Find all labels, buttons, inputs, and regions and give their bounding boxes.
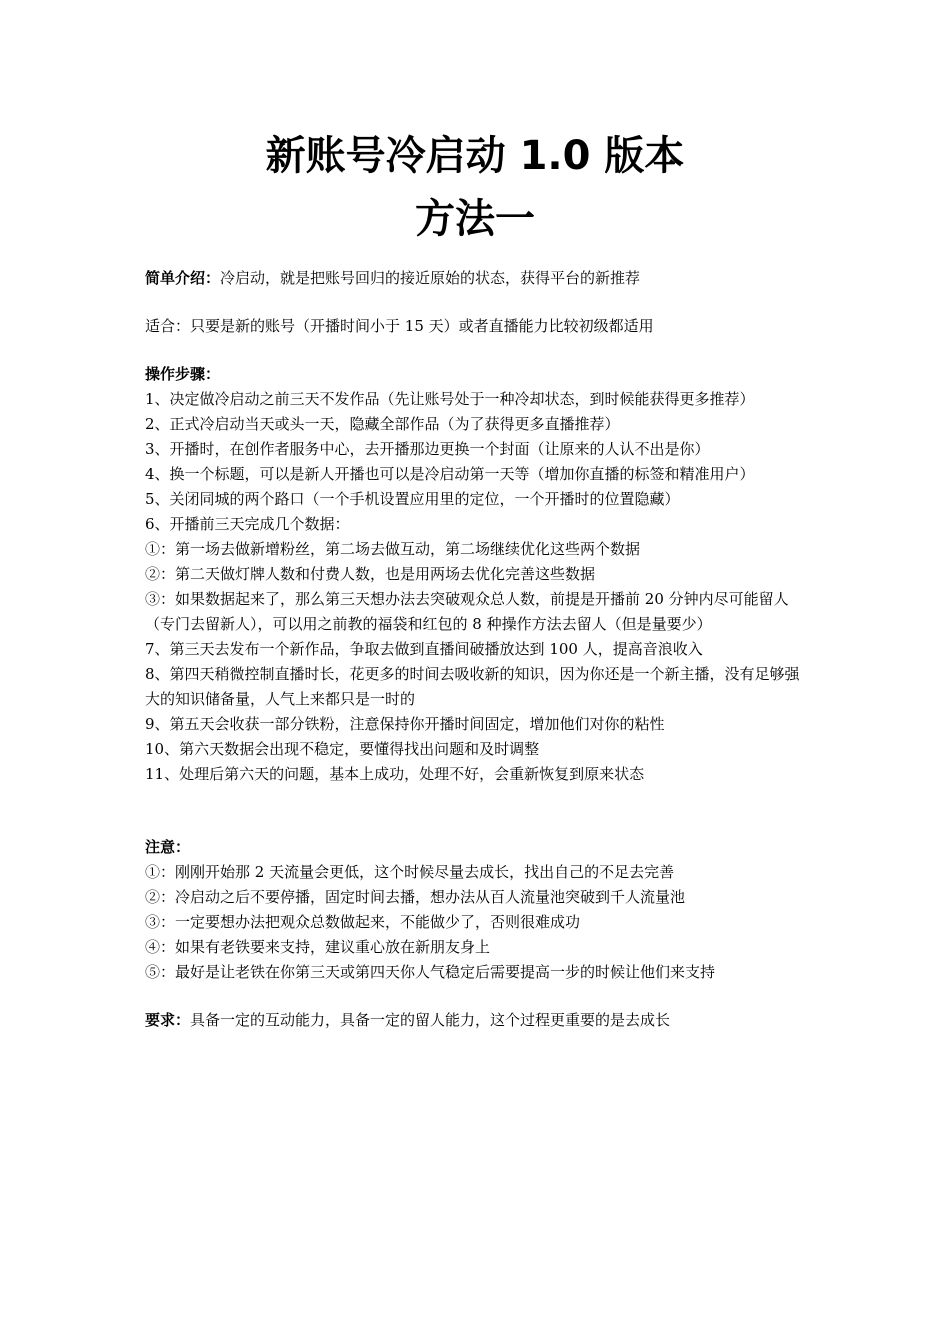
document-body — [145, 266, 813, 1033]
list-item: 10、第六天数据会出现不稳定，要懂得找出问题和及时调整 — [145, 740, 540, 758]
list-item: 3、开播时，在创作者服务中心，去开播那边更换一个封面（让原来的人认不出是你） — [145, 440, 710, 458]
list-item: ①：第一场去做新增粉丝，第二场去做互动，第二场继续优化这些两个数据 — [145, 540, 641, 558]
requirement-text: 具备一定的互动能力，具备一定的留人能力，这个过程更重要的是去成长 — [190, 1011, 671, 1029]
list-item: 7、第三天去发布一个新作品，争取去做到直播间破播放达到 100 人，提高音浪收入 — [145, 640, 703, 658]
list-item: 4、换一个标题，可以是新人开播也可以是冷启动第一天等（增加你直播的标签和精准用户） — [145, 465, 755, 483]
list-item: ③：如果数据起来了，那么第三天想办法去突破观众总人数，前提是开播前 20 分钟内尽可能留人（专门去留新人），可以用之前教的福袋和红包的 8 种操作方法去留人（但是量要少） — [145, 590, 789, 633]
requirement-label: 要求： — [145, 1011, 191, 1029]
spacer — [145, 985, 813, 1008]
list-item: ②：第二天做灯牌人数和付费人数，也是用两场去优化完善这些数据 — [145, 565, 596, 583]
spacer — [145, 339, 813, 362]
requirement-paragraph — [145, 1008, 813, 1033]
document-subtitle: 方法一 — [415, 196, 535, 242]
notes-list — [145, 860, 813, 985]
steps-label: 操作步骤： — [145, 365, 221, 383]
list-item: 11、处理后第六天的问题，基本上成功，处理不好，会重新恢复到原来状态 — [145, 765, 645, 783]
list-item: 5、关闭同城的两个路口（一个手机设置应用里的定位，一个开播时的位置隐藏） — [145, 490, 680, 508]
intro-label: 简单介绍： — [145, 269, 221, 287]
intro-text: 冷启动，就是把账号回归的接近原始的状态，获得平台的新推荐 — [220, 269, 641, 287]
list-item: ⑤：最好是让老铁在你第三天或第四天你人气稳定后需要提高一步的时候让他们来支持 — [145, 963, 716, 981]
intro-paragraph — [145, 266, 813, 291]
list-item: ①：刚刚开始那 2 天流量会更低，这个时候尽量去成长，找出自己的不足去完善 — [145, 863, 675, 881]
list-item: 6、开播前三天完成几个数据： — [145, 515, 350, 533]
spacer — [145, 291, 813, 314]
list-item: 8、第四天稍微控制直播时长，花更多的时间去吸收新的知识，因为你还是一个新主播，没有足够强大的知识储备量，人气上来都只是一时的 — [145, 665, 800, 708]
list-item: 9、第五天会收获一部分铁粉，注意保持你开播时间固定，增加他们对你的粘性 — [145, 715, 665, 733]
steps-list — [145, 387, 813, 787]
document-title: 新账号冷启动 1.0 版本 — [265, 133, 685, 179]
suitable-paragraph: 适合：只要是新的账号（开播时间小于 15 天）或者直播能力比较初级都适用 — [145, 317, 654, 335]
list-item: ③：一定要想办法把观众总数做起来，不能做少了，否则很难成功 — [145, 913, 581, 931]
notes-label: 注意： — [145, 838, 191, 856]
list-item: ②：冷启动之后不要停播，固定时间去播，想办法从百人流量池突破到千人流量池 — [145, 888, 686, 906]
list-item: ④：如果有老铁要来支持，建议重心放在新朋友身上 — [145, 938, 491, 956]
list-item: 1、决定做冷启动之前三天不发作品（先让账号处于一种冷却状态，到时候能获得更多推荐） — [145, 390, 755, 408]
spacer — [145, 787, 813, 835]
list-item: 2、正式冷启动当天或头一天，隐藏全部作品（为了获得更多直播推荐） — [145, 415, 620, 433]
